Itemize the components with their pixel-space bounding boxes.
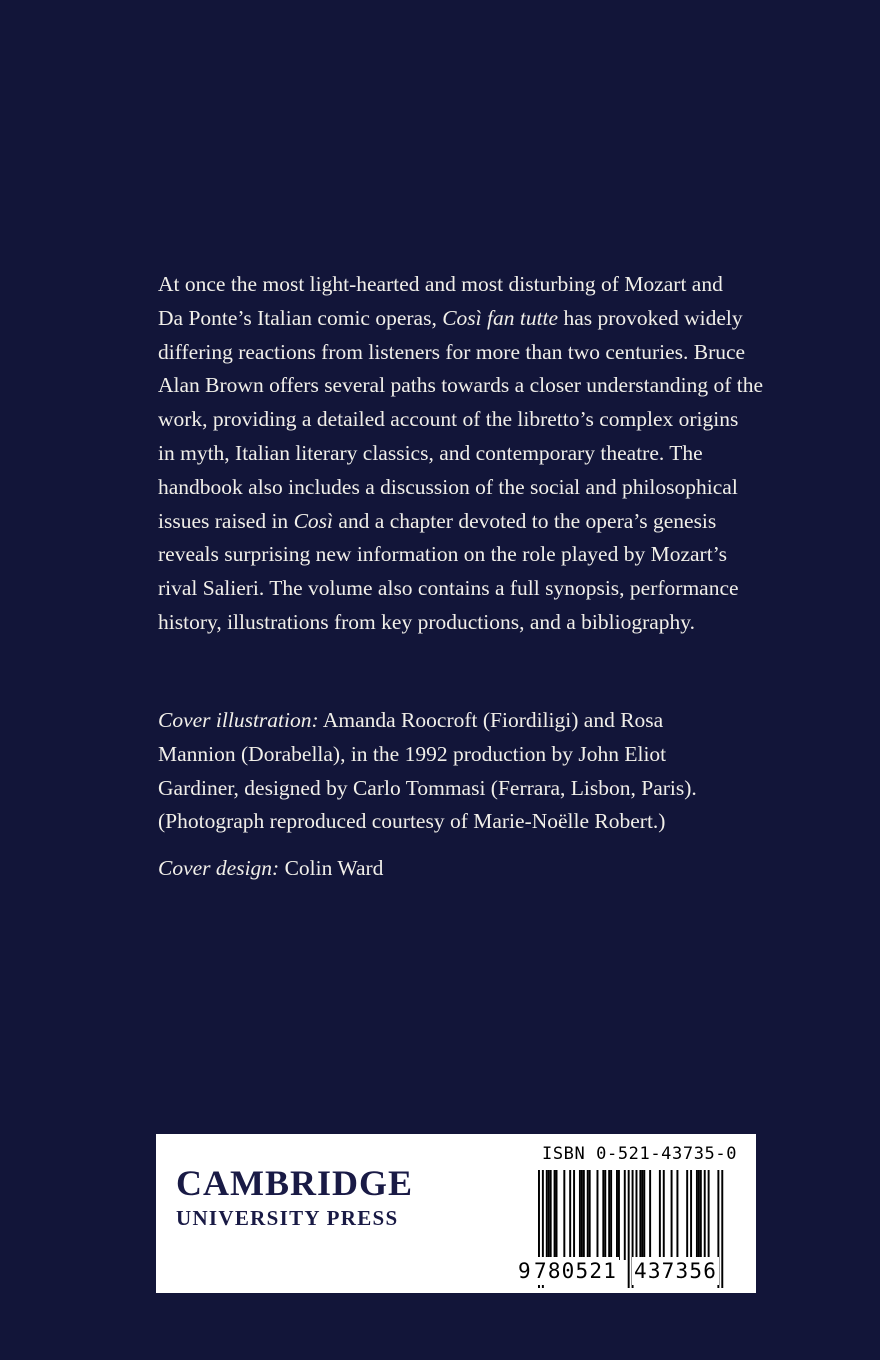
barcode-bar — [616, 1170, 618, 1260]
blurb-line — [158, 505, 818, 539]
ean-barcode — [518, 1170, 744, 1288]
barcode-bar — [643, 1170, 645, 1260]
blurb-line: Alan Brown offers several paths towards a closer understanding of the — [158, 373, 764, 398]
barcode-bar — [636, 1170, 638, 1260]
blurb-line — [158, 302, 818, 336]
barcode-bar — [554, 1170, 556, 1260]
blurb-text: has provoked widely — [558, 305, 743, 330]
barcode-bar — [676, 1170, 678, 1260]
isbn-label: ISBN 0-521-43735-0 — [542, 1144, 738, 1164]
credit-line: Mannion (Dorabella), in the 1992 production by John Eliot — [158, 741, 667, 766]
ean-left-group: 780521 — [534, 1259, 618, 1283]
barcode-bar — [624, 1170, 626, 1260]
barcode-bar — [569, 1170, 571, 1260]
cover-design-credit — [158, 852, 383, 886]
ean-first-digit: 9 — [518, 1259, 532, 1283]
cover-design-name: Colin Ward — [279, 856, 384, 880]
barcode-bar — [659, 1170, 661, 1260]
credit-text: Amanda Roocroft (Fiordiligi) and Rosa — [318, 708, 664, 732]
credit-line — [158, 704, 818, 738]
barcode-bar — [563, 1170, 565, 1260]
barcode-bar — [573, 1170, 575, 1260]
barcode-bar — [602, 1170, 604, 1260]
blurb-line: reveals surprising new information on the role played by Mozart’s — [158, 542, 728, 567]
barcode-bar — [579, 1170, 581, 1260]
barcode-bar — [700, 1170, 702, 1260]
publisher-logo — [176, 1164, 413, 1231]
barcode-bar — [618, 1170, 620, 1260]
blurb-line: differing reactions from listeners for more than two centuries. Bruce — [158, 339, 746, 364]
barcode-bar — [663, 1170, 665, 1260]
blurb-text: and a chapter devoted to the opera’s genesis — [333, 508, 717, 533]
barcode-bar — [548, 1170, 550, 1260]
barcode-bar — [581, 1170, 583, 1260]
barcode-bar — [641, 1170, 643, 1260]
blurb-line: handbook also includes a discussion of the social and philosophical — [158, 474, 738, 499]
cover-design-label: Cover design: — [158, 856, 280, 880]
back-cover-blurb — [158, 268, 818, 640]
barcode-bar — [550, 1170, 552, 1260]
blurb-line: rival Salieri. The volume also contains a full synopsis, performance — [158, 576, 739, 601]
blurb-line: work, providing a detailed account of the libretto’s complex origins — [158, 407, 739, 432]
blurb-line: in myth, Italian literary classics, and contemporary theatre. The — [158, 440, 703, 465]
barcode-bar — [690, 1170, 692, 1260]
barcode-bar — [610, 1170, 612, 1260]
cover-illustration-label: Cover illustration: — [158, 708, 319, 732]
publisher-subtitle: UNIVERSITY PRESS — [176, 1206, 399, 1230]
barcode-guard-bar — [721, 1170, 723, 1288]
cover-illustration-credit — [158, 704, 818, 839]
blurb-text: Da Ponte’s Italian comic operas, — [158, 305, 443, 330]
barcode-bar — [587, 1170, 589, 1260]
barcode-bar — [708, 1170, 710, 1260]
barcode-bar — [649, 1170, 651, 1260]
publisher-barcode-panel — [156, 1134, 756, 1293]
opera-title: Così fan tutte — [442, 305, 559, 330]
barcode-bar — [671, 1170, 673, 1260]
barcode-bar — [589, 1170, 591, 1260]
barcode-guard-bar — [538, 1170, 540, 1288]
barcode-guard-bar — [717, 1170, 719, 1288]
barcode-guard-bar — [542, 1170, 544, 1288]
credit-line: Gardiner, designed by Carlo Tommasi (Ferrara, Lisbon, Paris). — [158, 775, 697, 800]
barcode-bar — [696, 1170, 698, 1260]
barcode-bar — [556, 1170, 558, 1260]
publisher-name: CAMBRIDGE — [176, 1163, 414, 1203]
barcode-guard-bar — [632, 1170, 634, 1288]
barcode-bar — [604, 1170, 606, 1260]
barcode-bar — [597, 1170, 599, 1260]
barcode-bar — [546, 1170, 548, 1260]
barcode-guard-bar — [628, 1170, 630, 1288]
opera-title: Così — [293, 508, 333, 533]
ean-right-group: 437356 — [634, 1259, 718, 1283]
blurb-line: At once the most light-hearted and most disturbing of Mozart and — [158, 272, 723, 296]
barcode-bar — [583, 1170, 585, 1260]
barcode-bar — [608, 1170, 610, 1260]
blurb-text: issues raised in — [158, 508, 294, 533]
blurb-line: history, illustrations from key productions, and a bibliography. — [158, 609, 696, 634]
barcode-bar — [704, 1170, 706, 1260]
credit-line: (Photograph reproduced courtesy of Marie-Noëlle Robert.) — [158, 809, 666, 834]
barcode-bar — [698, 1170, 700, 1260]
barcode-bar — [686, 1170, 688, 1260]
barcode-bar — [639, 1170, 641, 1260]
